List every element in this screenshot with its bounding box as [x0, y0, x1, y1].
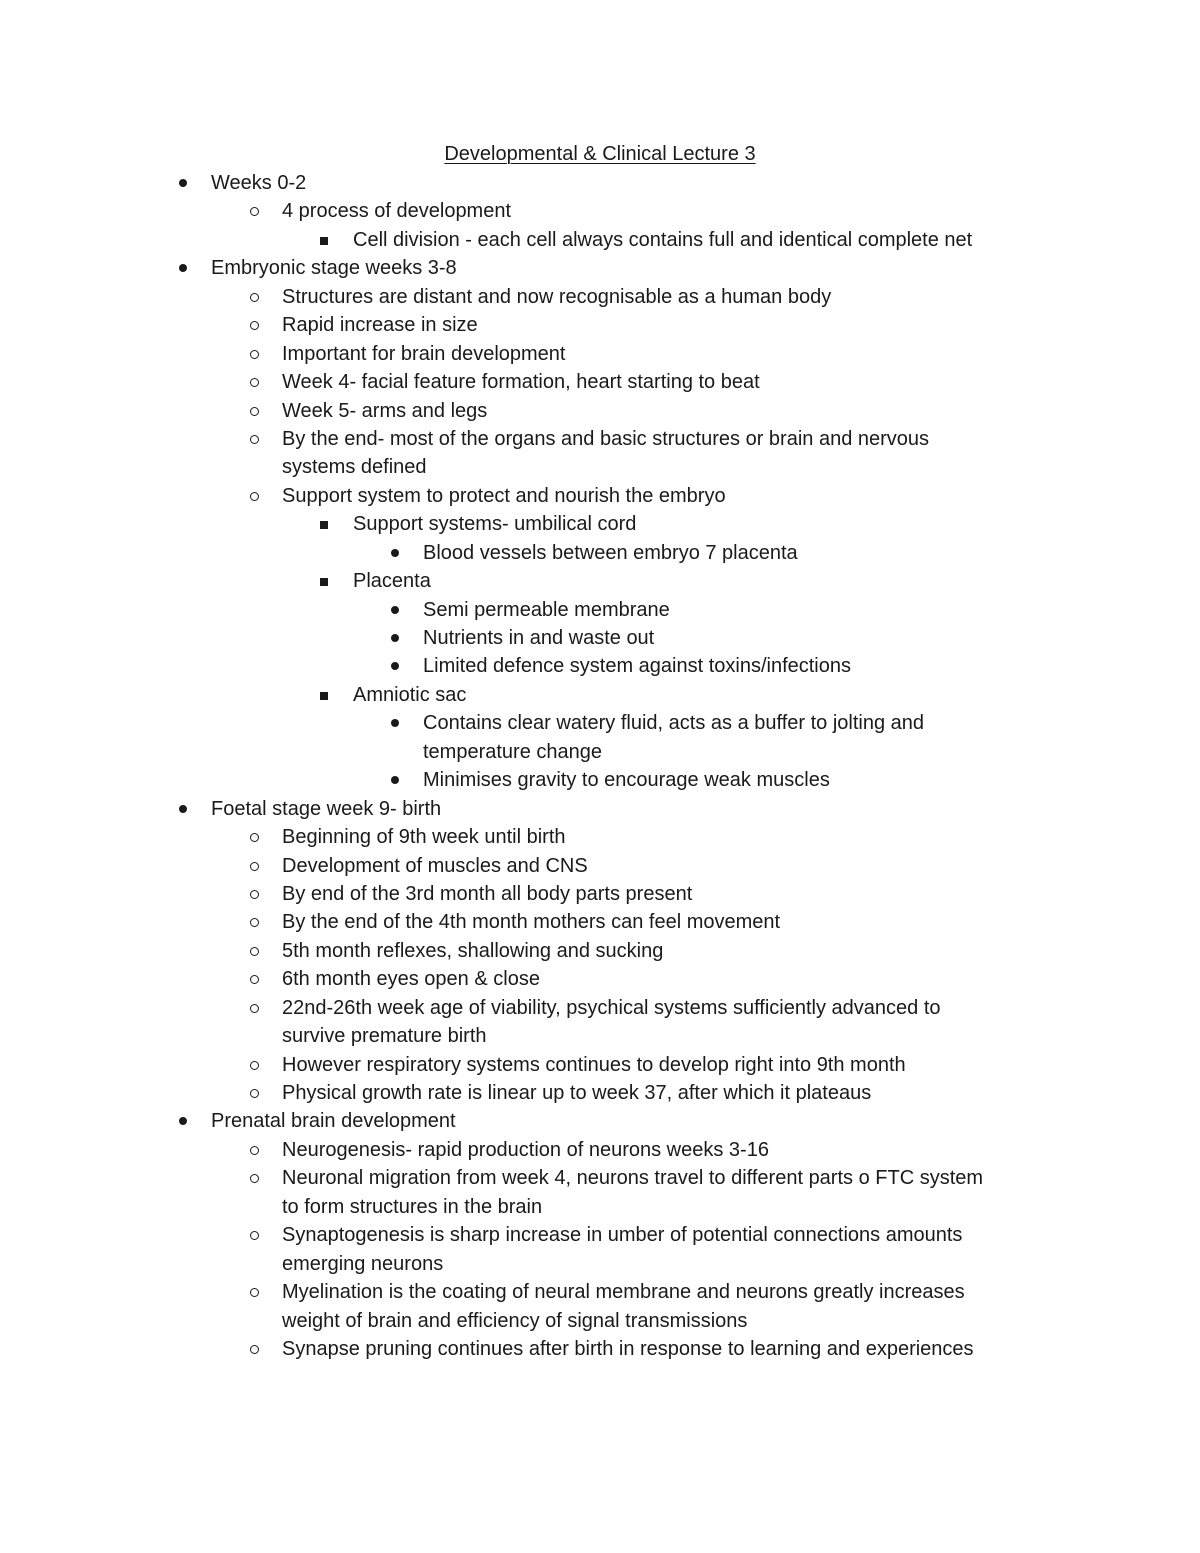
circle-bullet-icon: [250, 862, 259, 871]
disc-bullet-icon: [391, 549, 399, 557]
list-item-line: 4 process of development: [282, 200, 512, 223]
list-item-text: [211, 1107, 456, 1135]
list-item-line: Development of muscles and CNS: [282, 854, 588, 877]
list-item-text: [282, 965, 540, 993]
list-item: [0, 880, 1200, 908]
list-item-text: [211, 795, 441, 823]
list-item: [0, 1051, 1200, 1079]
circle-bullet-icon: [250, 1004, 259, 1013]
list-item-line: Contains clear watery fluid, acts as a buffer to jolting and: [423, 712, 925, 735]
list-item-line: Neuronal migration from week 4, neurons travel to different parts o FTC system: [282, 1167, 984, 1190]
list-item-text: [353, 510, 636, 538]
list-item-text: [423, 596, 670, 624]
list-item-text: [282, 1221, 962, 1278]
list-item: [0, 254, 1200, 282]
bullet-outline: [0, 169, 1200, 1363]
list-item: [0, 1221, 1200, 1278]
list-item-text: [282, 482, 726, 510]
list-item-text: [353, 226, 972, 254]
list-item-line: Synaptogenesis is sharp increase in umber of potential connections amounts: [282, 1224, 963, 1247]
list-item-text: [282, 908, 780, 936]
list-item-text: [282, 340, 566, 368]
list-item: [0, 709, 1200, 766]
list-item: [0, 908, 1200, 936]
list-item-text: [282, 852, 588, 880]
list-item: [0, 1164, 1200, 1221]
disc-bullet-icon: [179, 179, 187, 187]
list-item: [0, 1335, 1200, 1363]
list-item: [0, 311, 1200, 339]
list-item: [0, 1136, 1200, 1164]
list-item-text: [211, 169, 306, 197]
list-item: [0, 397, 1200, 425]
list-item-text: [282, 283, 831, 311]
disc-bullet-icon: [179, 805, 187, 813]
list-item-line: By the end- most of the organs and basic structures or brain and nervous: [282, 427, 930, 450]
list-item-line: Limited defence system against toxins/infections: [423, 655, 851, 678]
list-item: [0, 482, 1200, 510]
circle-bullet-icon: [250, 350, 259, 359]
circle-bullet-icon: [250, 492, 259, 501]
list-item-text: [282, 1278, 965, 1335]
list-item-line: Nutrients in and waste out: [423, 627, 655, 650]
circle-bullet-icon: [250, 947, 259, 956]
list-item-line: Myelination is the coating of neural membrane and neurons greatly increases: [282, 1281, 965, 1304]
list-item-line: Structures are distant and now recognisable as a human body: [282, 285, 832, 308]
list-item-text: [353, 567, 431, 595]
list-item-line: 22nd-26th week age of viability, psychical systems sufficiently advanced to: [282, 996, 941, 1019]
list-item-text: [282, 425, 929, 482]
list-item: [0, 539, 1200, 567]
list-item-line: Placenta: [353, 570, 431, 593]
square-bullet-icon: [320, 578, 328, 586]
list-item-text: [282, 880, 692, 908]
list-item-line: Foetal stage week 9- birth: [211, 797, 442, 820]
list-item-line: Amniotic sac: [353, 683, 467, 706]
list-item-line: By the end of the 4th month mothers can feel movement: [282, 911, 781, 934]
circle-bullet-icon: [250, 1288, 259, 1297]
disc-bullet-icon: [179, 264, 187, 272]
list-item-line: Neurogenesis- rapid production of neurons weeks 3-16: [282, 1138, 769, 1161]
list-item-text: [282, 397, 487, 425]
disc-bullet-icon: [391, 662, 399, 670]
list-item: [0, 994, 1200, 1051]
list-item: [0, 652, 1200, 680]
list-item-line: Semi permeable membrane: [423, 598, 670, 621]
list-item: [0, 197, 1200, 225]
square-bullet-icon: [320, 521, 328, 529]
list-item-text: [211, 254, 457, 282]
list-item-line: Embryonic stage weeks 3-8: [211, 257, 457, 280]
list-item-text: [423, 539, 798, 567]
circle-bullet-icon: [250, 1345, 259, 1354]
list-item-line: Beginning of 9th week until birth: [282, 826, 566, 849]
list-item-line: to form structures in the brain: [282, 1195, 543, 1218]
circle-bullet-icon: [250, 293, 259, 302]
list-item-line: Physical growth rate is linear up to week 37, after which it plateaus: [282, 1082, 872, 1105]
list-item-text: [282, 1079, 871, 1107]
circle-bullet-icon: [250, 1174, 259, 1183]
list-item: [0, 567, 1200, 595]
list-item-line: Weeks 0-2: [211, 172, 307, 194]
list-item-line: Week 4- facial feature formation, heart starting to beat: [282, 371, 760, 394]
list-item-line: 6th month eyes open & close: [282, 968, 540, 991]
list-item-line: Support systems- umbilical cord: [353, 513, 637, 536]
list-item-line: Support system to protect and nourish the embryo: [282, 484, 726, 507]
list-item: [0, 624, 1200, 652]
list-item: [0, 283, 1200, 311]
list-item: [0, 937, 1200, 965]
disc-bullet-icon: [391, 776, 399, 784]
circle-bullet-icon: [250, 918, 259, 927]
list-item: [0, 852, 1200, 880]
list-item: [0, 226, 1200, 254]
square-bullet-icon: [320, 692, 328, 700]
list-item: [0, 1278, 1200, 1335]
list-item-text: [282, 1335, 974, 1363]
disc-bullet-icon: [179, 1117, 187, 1125]
list-item: [0, 795, 1200, 823]
circle-bullet-icon: [250, 207, 259, 216]
list-item-line: However respiratory systems continues to develop right into 9th month: [282, 1053, 906, 1076]
list-item-text: [282, 311, 478, 339]
list-item-text: [282, 994, 941, 1051]
list-item: [0, 1107, 1200, 1135]
list-item-text: [282, 1051, 906, 1079]
list-item-line: Cell division - each cell always contains full and identical complete net: [353, 228, 973, 251]
list-item-text: [282, 368, 760, 396]
list-item-text: [423, 652, 851, 680]
list-item-line: survive premature birth: [282, 1025, 487, 1048]
list-item: [0, 965, 1200, 993]
list-item-text: [353, 681, 466, 709]
list-item-line: Prenatal brain development: [211, 1110, 456, 1133]
list-item-line: temperature change: [423, 740, 603, 763]
page-title: Developmental & Clinical Lecture 3: [444, 143, 756, 165]
list-item-line: 5th month reflexes, shallowing and sucking: [282, 939, 664, 962]
list-item-text: [282, 1136, 769, 1164]
list-item: [0, 368, 1200, 396]
list-item-text: [423, 624, 654, 652]
circle-bullet-icon: [250, 890, 259, 899]
list-item-line: emerging neurons: [282, 1252, 444, 1275]
circle-bullet-icon: [250, 435, 259, 444]
list-item-line: Important for brain development: [282, 342, 566, 365]
circle-bullet-icon: [250, 833, 259, 842]
list-item-line: Week 5- arms and legs: [282, 399, 488, 422]
circle-bullet-icon: [250, 1231, 259, 1240]
circle-bullet-icon: [250, 407, 259, 416]
list-item-line: weight of brain and efficiency of signal transmissions: [282, 1309, 748, 1332]
list-item: [0, 169, 1200, 197]
list-item: [0, 425, 1200, 482]
list-item: [0, 1079, 1200, 1107]
circle-bullet-icon: [250, 1061, 259, 1070]
list-item: [0, 340, 1200, 368]
disc-bullet-icon: [391, 606, 399, 614]
list-item: [0, 766, 1200, 794]
circle-bullet-icon: [250, 975, 259, 984]
list-item: [0, 681, 1200, 709]
list-item-line: By end of the 3rd month all body parts present: [282, 882, 693, 905]
list-item-line: Minimises gravity to encourage weak muscles: [423, 769, 830, 792]
square-bullet-icon: [320, 237, 328, 245]
list-item-line: Rapid increase in size: [282, 314, 478, 337]
disc-bullet-icon: [391, 719, 399, 727]
list-item-text: [423, 709, 924, 766]
circle-bullet-icon: [250, 1089, 259, 1098]
circle-bullet-icon: [250, 378, 259, 387]
list-item: [0, 596, 1200, 624]
list-item-text: [423, 766, 830, 794]
list-item: [0, 510, 1200, 538]
circle-bullet-icon: [250, 321, 259, 330]
list-item-line: Synapse pruning continues after birth in response to learning and experiences: [282, 1338, 974, 1361]
list-item-text: [282, 1164, 983, 1221]
list-item-line: Blood vessels between embryo 7 placenta: [423, 541, 798, 564]
list-item: [0, 823, 1200, 851]
list-item-text: [282, 197, 511, 225]
list-item-text: [282, 937, 663, 965]
disc-bullet-icon: [391, 634, 399, 642]
list-item-text: [282, 823, 566, 851]
list-item-line: systems defined: [282, 456, 427, 479]
circle-bullet-icon: [250, 1146, 259, 1155]
